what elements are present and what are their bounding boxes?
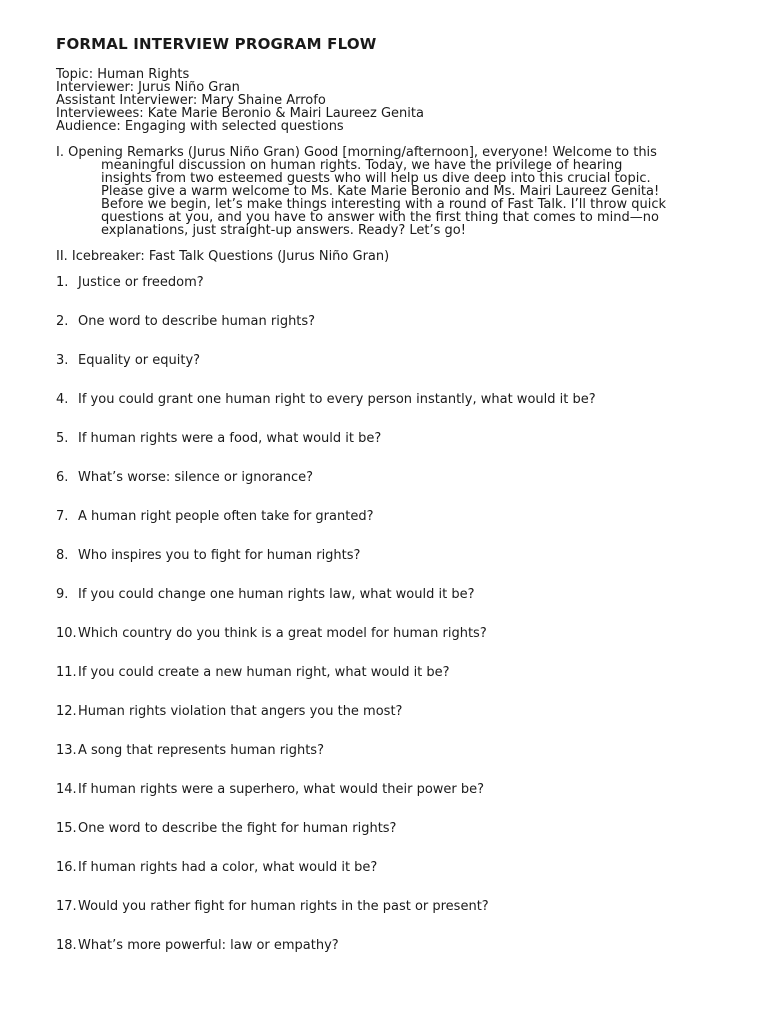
- opening-remarks-line: meaningful discussion on human rights. Today, we have the privilege of hearing: [101, 158, 623, 173]
- question-item: [56, 354, 716, 393]
- question-number: 5.: [56, 431, 69, 446]
- question-text: If human rights were a superhero, what would their power be?: [78, 782, 485, 797]
- question-item: [56, 588, 716, 627]
- question-item: [56, 900, 716, 939]
- question-item: [56, 627, 716, 666]
- question-number: 16.: [56, 860, 77, 875]
- question-number: 1.: [56, 275, 69, 290]
- question-text: If you could grant one human right to every person instantly, what would it be?: [78, 392, 596, 407]
- question-text: If you could change one human rights law, what would it be?: [78, 587, 475, 602]
- icebreaker-heading: II. Icebreaker: Fast Talk Questions (Jurus Niño Gran): [56, 249, 390, 264]
- question-number: 10.: [56, 626, 77, 641]
- interviewer-line: Interviewer: Jurus Niño Gran: [56, 80, 240, 95]
- question-item: [56, 432, 716, 471]
- program-details: [56, 68, 424, 133]
- question-item: [56, 549, 716, 588]
- question-item: [56, 783, 716, 822]
- question-number: 9.: [56, 587, 69, 602]
- question-text: If human rights had a color, what would it be?: [78, 860, 378, 875]
- question-text: Justice or freedom?: [78, 275, 204, 290]
- question-text: What’s worse: silence or ignorance?: [78, 470, 314, 485]
- question-number: 2.: [56, 314, 69, 329]
- topic-line: Topic: Human Rights: [56, 67, 190, 82]
- question-text: A human right people often take for granted?: [78, 509, 374, 524]
- opening-remarks-line: Please give a warm welcome to Ms. Kate Marie Beronio and Ms. Mairi Laureez Genita!: [101, 184, 660, 199]
- question-item: [56, 744, 716, 783]
- question-item: [56, 276, 716, 315]
- opening-remarks-line: questions at you, and you have to answer with the first thing that comes to mind—no: [101, 210, 659, 225]
- opening-remarks-line: insights from two esteemed guests who will help us dive deep into this crucial topic.: [101, 171, 651, 186]
- question-text: A song that represents human rights?: [78, 743, 324, 758]
- opening-remarks-line: Before we begin, let’s make things interesting with a round of Fast Talk. I’ll throw quick: [101, 197, 667, 212]
- question-item: [56, 315, 716, 354]
- question-number: 17.: [56, 899, 77, 914]
- question-item: [56, 666, 716, 705]
- question-number: 3.: [56, 353, 69, 368]
- question-number: 15.: [56, 821, 77, 836]
- question-number: 18.: [56, 938, 77, 953]
- question-text: If human rights were a food, what would it be?: [78, 431, 382, 446]
- opening-remarks-heading: I. Opening Remarks (Jurus Niño Gran) Good [morning/afternoon], everyone! Welcome to this: [56, 145, 657, 160]
- question-number: 14.: [56, 782, 77, 797]
- question-text: Human rights violation that angers you the most?: [78, 704, 403, 719]
- question-item: [56, 939, 716, 978]
- audience-line: Audience: Engaging with selected questions: [56, 119, 344, 134]
- question-text: If you could create a new human right, what would it be?: [78, 665, 450, 680]
- question-text: Equality or equity?: [78, 353, 201, 368]
- question-text: Which country do you think is a great model for human rights?: [78, 626, 487, 641]
- question-text: Would you rather fight for human rights in the past or present?: [78, 899, 489, 914]
- question-item: [56, 822, 716, 861]
- question-item: [56, 471, 716, 510]
- opening-remarks-section: [56, 146, 716, 237]
- question-text: One word to describe the fight for human rights?: [78, 821, 397, 836]
- question-text: Who inspires you to fight for human rights?: [78, 548, 361, 563]
- interviewees-line: Interviewees: Kate Marie Beronio & Mairi Laureez Genita: [56, 106, 424, 121]
- document-title: FORMAL INTERVIEW PROGRAM FLOW: [56, 35, 377, 53]
- question-number: 7.: [56, 509, 69, 524]
- question-number: 11.: [56, 665, 77, 680]
- question-number: 8.: [56, 548, 69, 563]
- question-number: 4.: [56, 392, 69, 407]
- assistant-interviewer-line: Assistant Interviewer: Mary Shaine Arrofo: [56, 93, 326, 108]
- question-item: [56, 861, 716, 900]
- question-item: [56, 393, 716, 432]
- question-number: 13.: [56, 743, 77, 758]
- opening-remarks-body: [56, 159, 716, 237]
- question-number: 6.: [56, 470, 69, 485]
- opening-remarks-line: explanations, just straight-up answers. Ready? Let’s go!: [101, 223, 466, 238]
- question-text: What’s more powerful: law or empathy?: [78, 938, 339, 953]
- question-item: [56, 510, 716, 549]
- question-number: 12.: [56, 704, 77, 719]
- question-text: One word to describe human rights?: [78, 314, 316, 329]
- fast-talk-question-list: [56, 276, 716, 978]
- question-item: [56, 705, 716, 744]
